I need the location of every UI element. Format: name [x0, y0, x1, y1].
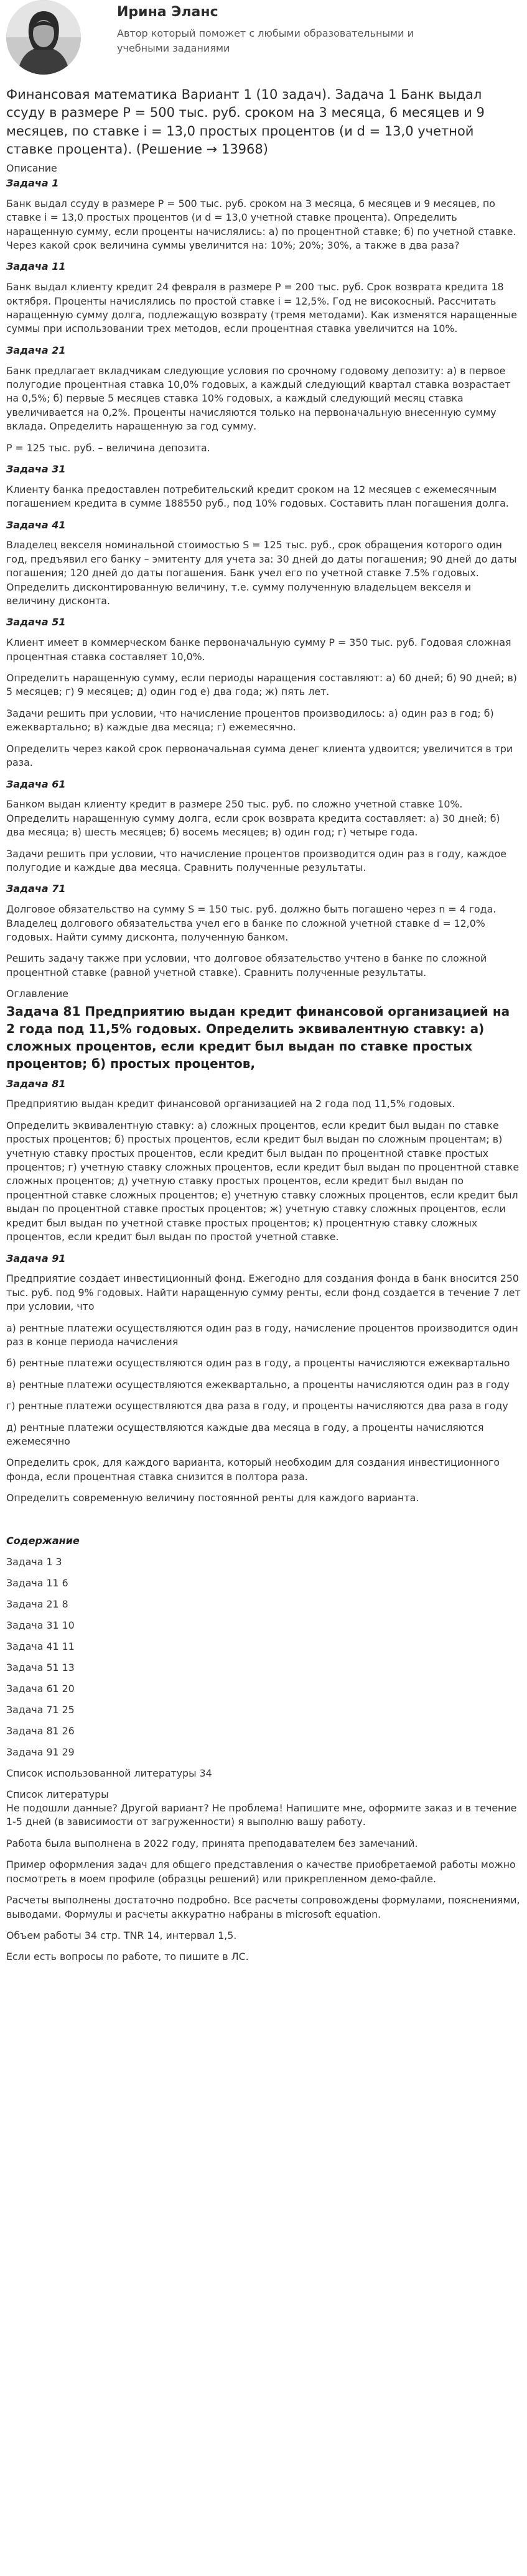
task-paragraph: Клиенту банка предоставлен потребительский кредит сроком на 12 месяцев с ежемесячным погашением кредита в сумме 188550 руб., под 10% годовых. Составить план погашения долга. [6, 483, 509, 510]
task-paragraph: Определить наращенную сумму, если периоды наращения составляют: а) 60 дней; б) 90 дней; в) 5 месяцев; г) 9 месяцев; д) один год е) два года; ж) пять лет. [6, 672, 517, 698]
task-paragraph: Предприятие создает инвестиционный фонд. Ежегодно для создания фонда в банк вносится 250 тыс. руб. под 9% годовых. Найти наращенную сумму ренты, если фонд создается в течение 7 лет при условии, что [6, 1272, 521, 1313]
toc-item: Задача 91 29 [6, 1746, 75, 1758]
task-heading: Задача 1 [6, 177, 59, 189]
task-paragraph: Определить современную величину постоянной ренты для каждого варианта. [6, 1492, 419, 1504]
task-paragraph: Задачи решить при условии, что начисление процентов производилось: а) один раз в год; б) ежеквартально; в) каждые два месяца; г) ежемесячно. [6, 707, 494, 734]
task-paragraph: Банк выдал ссуду в размере P = 500 тыс. руб. сроком на 3 месяца, 6 месяцев и 9 месяцев, по ставке i = 13,0 простых процентов (и d = 13,0 учетной ставке процента). Определить наращенную сумму, если проценты начислялись: а) по процентной ставке; б) по учетной ставке. Через какой срок величина суммы увеличится на: 10%; 20%; 30%, а также в два раза? [6, 197, 516, 251]
task-paragraph: Долговое обязательство на сумму S = 150 тыс. руб. должно быть погашено через n = 4 года. Владелец долгового обязательства учел его в банке по сложной учетной ставке d = 12,0% годовых. Найти сумму дисконта, полученную банком. [6, 903, 497, 943]
footer-text [6, 1801, 521, 1964]
task-heading: Задача 41 [6, 518, 66, 531]
footer-paragraph: Пример оформления задач для общего представления о качестве приобретаемой работы можно посмотреть в моем профиле (образцы решений) или прикрепленном демо-файле. [6, 1859, 516, 1885]
author-name[interactable]: Ирина Эланс [117, 4, 218, 20]
footer-paragraph: Не подошли данные? Другой вариант? Не проблема! Напишите мне, оформите заказ и в течение 1-5 дней (в зависимости от загруженности) я выполню вашу работу. [6, 1802, 517, 1828]
task-paragraph: Банк выдал клиенту кредит 24 февраля в размере P = 200 тыс. руб. Срок возврата кредита 18 октября. Проценты начислялись по простой ставке i = 12,5%. Год не високосный. Рассчитать наращенную сумму долга, подлежащую возврату (тремя методами). Как изменятся наращенные суммы при использовании трех методов, если процентная ставка увеличится на 10%. [6, 281, 517, 335]
task-list-b [6, 1077, 521, 1506]
task-paragraph: Предприятию выдан кредит финансовой организацией на 2 года под 11,5% годовых. [6, 1098, 455, 1110]
toc-item: Задача 41 11 [6, 1640, 75, 1653]
toc-item: Задача 61 20 [6, 1683, 75, 1695]
task-list-a [6, 177, 521, 980]
toc-title: Содержание [6, 1534, 80, 1547]
task-paragraph: Владелец векселя номинальной стоимостью S = 125 тыс. руб., срок обращения которого один год, предъявил его банку – эмитенту для учета за: 30 дней до даты погашения; 90 дней до даты погашения; 120 дней до даты погашения. Банк учел его по учетной ставке 7.5% годовых. Определить дисконтированную величину, т.е. сумму полученную владельцем векселя и величину дисконта. [6, 539, 517, 607]
task-paragraph: б) рентные платежи осуществляются один раз в году, а проценты начисляются ежеквартально [6, 1357, 510, 1369]
task-paragraph: д) рентные платежи осуществляются каждые два месяца в году, а проценты начисляются ежемесячно [6, 1421, 484, 1448]
task-paragraph: P = 125 тыс. руб. – величина депозита. [6, 441, 210, 454]
task-paragraph: Банком выдан клиенту кредит в размере 250 тыс. руб. по сложно учетной ставке 10%. Определить наращенную сумму долга, если срок возврата кредита составляет: а) 30 дней; б) два месяца; в) шесть месяцев; б) восемь месяцев; в) один год; г) четыре года. [6, 798, 500, 839]
task-heading: Задача 21 [6, 344, 66, 356]
task-paragraph: Определить через какой срок первоначальная сумма денег клиента удвоится; увеличится в три раза. [6, 742, 513, 769]
task-paragraph: Определить эквивалентную ставку: а) сложных процентов, если кредит был выдан по ставке простых процентов; б) простых процентов, если кредит был выдан по сложным процентам; в) учетную ставку простых процентов, если кредит был выдан по процентной ставке простых процентов; г) учетную ставку сложных процентов, если кредит был выдан по процентной ставке сложных процентов; д) учетную ставку простых процентов, если кредит был выдан по процентной ставке сложных процентов; е) учетную ставку сложных процентов, если кредит был выдан по процентной ставке простых процентов; ж) учетную ставку сложных процентов, если кредит был выдан по учетной ставке простых процентов; к) процентную ставку сложных процентов, если кредит был выдан по простой учетной ставке. [6, 1119, 520, 1243]
task-paragraph: а) рентные платежи осуществляются один раз в году, начисление процентов производится один раз в конце периода начисления [6, 1322, 518, 1348]
document-title: Финансовая математика Вариант 1 (10 задач). Задача 1 Банк выдал ссуду в размере P = 500 тыс. руб. сроком на 3 месяца, 6 месяцев и 9 месяцев, по ставке i = 13,0 простых процентов (и d = 13,0 учетной ставке процента). (Решение → 13968) [6, 87, 485, 157]
footer-paragraph: Объем работы 34 стр. TNR 14, интервал 1,5. [6, 1929, 237, 1941]
toc-item: Задача 31 10 [6, 1619, 75, 1632]
author-card[interactable] [6, 0, 521, 86]
footer-paragraph: Расчеты выполнены достаточно подробно. Все расчеты сопровождены формулами, пояснениями, выводами. Формулы и расчеты аккуратно набраны в microsoft equation. [6, 1894, 520, 1920]
avatar-photo [6, 0, 81, 75]
toc-item: Задача 81 26 [6, 1724, 75, 1737]
literature-label: Список литературы [6, 1788, 109, 1800]
highlight-heading: Задача 81 Предприятию выдан кредит финансовой организацией на 2 года под 11,5% годовых. Определить эквивалентную ставку: а) сложных процентов, если кредит был выдан по ставке простых процентов; б) простых процентов, [6, 1003, 510, 1071]
contents-label: Оглавление [6, 988, 68, 1000]
toc-list [6, 1555, 521, 1780]
toc-item: Задача 11 6 [6, 1577, 68, 1589]
task-paragraph: в) рентные платежи осуществляются ежеквартально, а проценты начисляются один раз в году [6, 1378, 510, 1391]
task-heading: Задача 61 [6, 778, 66, 790]
task-heading: Задача 11 [6, 260, 66, 273]
task-paragraph: Решить задачу также при условии, что долговое обязательство учтено в банке по сложной процентной ставке (равной учетной ставке). Сравнить полученные результаты. [6, 952, 487, 978]
author-avatar[interactable] [6, 0, 81, 75]
task-heading: Задача 81 [6, 1077, 66, 1090]
task-paragraph: Определить срок, для каждого варианта, который необходим для создания инвестиционного фонда, если процентная ставка снизится в полтора раза. [6, 1456, 500, 1483]
task-heading: Задача 31 [6, 463, 66, 476]
footer-paragraph: Работа была выполнена в 2022 году, принята преподавателем без замечаний. [6, 1837, 418, 1849]
task-heading: Задача 91 [6, 1252, 66, 1264]
toc-item: Список использованной литературы 34 [6, 1767, 212, 1779]
task-paragraph: г) рентные платежи осуществляются два раза в году, и проценты начисляются два раза в году [6, 1400, 508, 1412]
toc-item: Задача 51 13 [6, 1662, 75, 1674]
toc-item: Задача 21 8 [6, 1598, 68, 1611]
toc-item: Задача 71 25 [6, 1703, 75, 1716]
footer-paragraph: Если есть вопросы по работе, то пишите в ЛС. [6, 1951, 249, 1963]
toc-item: Задача 1 3 [6, 1556, 62, 1568]
author-description: Автор который поможет с любыми образовательными и учебными заданиями [117, 27, 414, 54]
task-paragraph: Клиент имеет в коммерческом банке первоначальную сумму P = 350 тыс. руб. Годовая сложная процентная ставка составляет 10,0%. [6, 637, 511, 663]
task-paragraph: Задачи решить при условии, что начисление процентов производится один раз в году, каждое полугодие и каждые два месяца. Сравнить полученные результаты. [6, 847, 506, 873]
task-paragraph: Банк предлагает вкладчикам следующие условия по срочному годовому депозиту: а) в первое полугодие процентная ставка 10,0% годовых, а каждый следующий квартал ставка возрастает на 0,5%; б) первые 5 месяцев ставка 10% годовых, а каждый следующий месяц ставка увеличивается на 0,2%. Проценты начисляются только на первоначальную внесенную сумму вклада. Определить наращенную за год сумму. [6, 364, 511, 433]
task-heading: Задача 71 [6, 883, 66, 895]
description-label: Описание [6, 162, 57, 174]
task-heading: Задача 51 [6, 616, 66, 628]
